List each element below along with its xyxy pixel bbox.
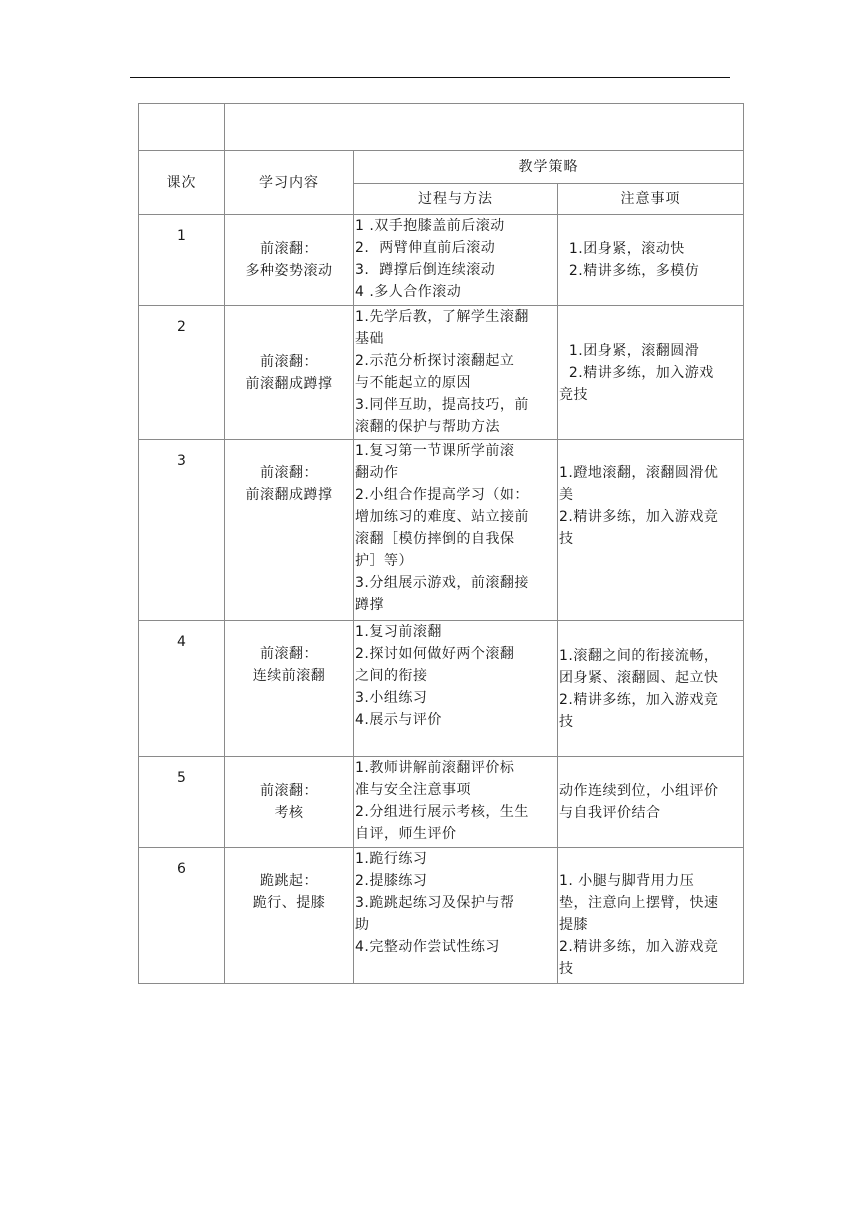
cell-line: 自评，师生评价: [355, 826, 457, 842]
cell-line: 4.展示与评价: [355, 712, 442, 728]
cell-line: 1.滚翻之间的衔接流畅，: [559, 647, 719, 664]
blank-cell: [225, 104, 744, 151]
header-notes: 注意事项: [558, 184, 744, 215]
cell-line: 1.复习第一节课所学前滚: [355, 443, 515, 459]
cell-line: 前滚翻：: [260, 241, 318, 257]
lesson-content: [225, 621, 354, 757]
cell-line: 前滚翻成蹲撑: [245, 487, 333, 503]
header-row: [139, 151, 744, 184]
cell-line: 跪跳起：: [260, 873, 318, 889]
cell-line: 蹲撑: [355, 597, 384, 613]
cell-line: 2.精讲多练，多模仿: [559, 263, 700, 279]
cell-line: 准与安全注意事项: [355, 782, 471, 798]
blank-row: [139, 104, 744, 151]
cell-line: 3.跪跳起练习及保护与帮: [355, 895, 515, 911]
cell-line: 2.精讲多练，加入游戏: [559, 364, 714, 381]
cell-line: 滚翻的保护与帮助方法: [355, 419, 500, 435]
table-row: [139, 215, 744, 306]
cell-line: 1.团身紧，滚翻圆滑: [559, 342, 700, 359]
lesson-number: 5: [139, 757, 225, 848]
lesson-number: 6: [139, 848, 225, 984]
lesson-process: [354, 848, 558, 984]
lesson-content: [225, 757, 354, 848]
cell-line: 与自我评价结合: [559, 805, 661, 821]
blank-cell: [139, 104, 225, 151]
cell-line: 4.完整动作尝试性练习: [355, 939, 500, 955]
cell-line: 技: [559, 713, 574, 730]
cell-line: 3.小组练习: [355, 690, 428, 706]
header-lesson: 课次: [139, 151, 225, 215]
table-row: [139, 306, 744, 440]
lesson-number: 4: [139, 621, 225, 757]
lesson-content: [225, 306, 354, 440]
lesson-number: 3: [139, 440, 225, 621]
cell-line: 2.精讲多练，加入游戏竞: [559, 509, 719, 525]
cell-line: 2.提膝练习: [355, 873, 428, 889]
cell-line: 技: [559, 531, 574, 547]
cell-line: 前滚翻：: [260, 465, 318, 481]
cell-line: 2.精讲多练，加入游戏竞: [559, 939, 719, 955]
cell-line: 翻动作: [355, 465, 399, 481]
lesson-process: [354, 215, 558, 306]
header-strategy: 教学策略: [354, 151, 744, 184]
table-row: [139, 848, 744, 984]
cell-line: 考核: [274, 805, 304, 821]
cell-line: 护］等）: [355, 553, 413, 569]
cell-line: 基础: [355, 331, 384, 347]
cell-line: 3.同伴互助，提高技巧，前: [355, 397, 529, 413]
cell-line: 团身紧、滚翻圆、起立快: [559, 669, 719, 686]
cell-line: 4 .多人合作滚动: [355, 284, 462, 300]
cell-line: 3. 蹲撑后倒连续滚动: [355, 262, 496, 278]
cell-line: 垫，注意向上摆臂，快速: [559, 895, 719, 911]
header-rule: [130, 77, 730, 78]
cell-line: 2.小组合作提高学习（如：: [355, 487, 529, 503]
cell-line: 跪行、提膝: [252, 895, 326, 911]
lesson-number: 2: [139, 306, 225, 440]
cell-line: 滚翻［模仿摔倒的自我保: [355, 531, 515, 547]
lesson-notes: [558, 215, 744, 306]
cell-line: 提膝: [559, 917, 588, 933]
lesson-content: [225, 215, 354, 306]
cell-line: 增加练习的难度、站立接前: [355, 509, 529, 525]
cell-line: 1.教师讲解前滚翻评价标: [355, 760, 515, 776]
lesson-process: [354, 440, 558, 621]
lesson-notes: [558, 757, 744, 848]
header-content: 学习内容: [225, 151, 354, 215]
cell-line: 1.复习前滚翻: [355, 624, 442, 640]
cell-line: 前滚翻：: [260, 353, 318, 370]
cell-line: 技: [559, 961, 574, 977]
table-row: [139, 440, 744, 621]
lesson-content: [225, 848, 354, 984]
cell-line: 1.团身紧，滚动快: [559, 241, 685, 257]
lesson-notes: [558, 440, 744, 621]
table-row: [139, 757, 744, 848]
cell-line: 与不能起立的原因: [355, 375, 471, 391]
cell-line: 多种姿势滚动: [245, 263, 333, 279]
lesson-plan-table: [138, 103, 744, 984]
lesson-notes: [558, 306, 744, 440]
cell-line: 助: [355, 917, 370, 933]
lesson-process: [354, 306, 558, 440]
cell-line: 前滚翻：: [260, 783, 318, 799]
cell-line: 2.精讲多练，加入游戏竞: [559, 691, 719, 708]
header-process: 过程与方法: [354, 184, 558, 215]
cell-line: 之间的衔接: [355, 668, 428, 684]
cell-line: 3.分组展示游戏，前滚翻接: [355, 575, 529, 591]
lesson-number: 1: [139, 215, 225, 306]
cell-line: 美: [559, 487, 574, 503]
lesson-notes: [558, 848, 744, 984]
lesson-content: [225, 440, 354, 621]
lesson-process: [354, 621, 558, 757]
cell-line: 竞技: [559, 386, 588, 403]
cell-line: 动作连续到位，小组评价: [559, 783, 719, 799]
cell-line: 2.分组进行展示考核，生生: [355, 804, 529, 820]
cell-line: 2. 两臂伸直前后滚动: [355, 240, 496, 256]
lesson-notes: [558, 621, 744, 757]
cell-line: 1 .双手抱膝盖前后滚动: [355, 218, 505, 234]
cell-line: 1. 小腿与脚背用力压: [559, 873, 695, 889]
cell-line: 1.跪行练习: [355, 851, 428, 867]
cell-line: 1.先学后教，了解学生滚翻: [355, 309, 529, 325]
cell-line: 1.蹬地滚翻，滚翻圆滑优: [559, 465, 719, 481]
cell-line: 连续前滚翻: [252, 668, 326, 684]
lesson-process: [354, 757, 558, 848]
cell-line: 前滚翻成蹲撑: [245, 375, 333, 392]
cell-line: 2.探讨如何做好两个滚翻: [355, 646, 515, 662]
cell-line: 2.示范分析探讨滚翻起立: [355, 353, 515, 369]
cell-line: 前滚翻：: [260, 646, 318, 662]
table-row: [139, 621, 744, 757]
